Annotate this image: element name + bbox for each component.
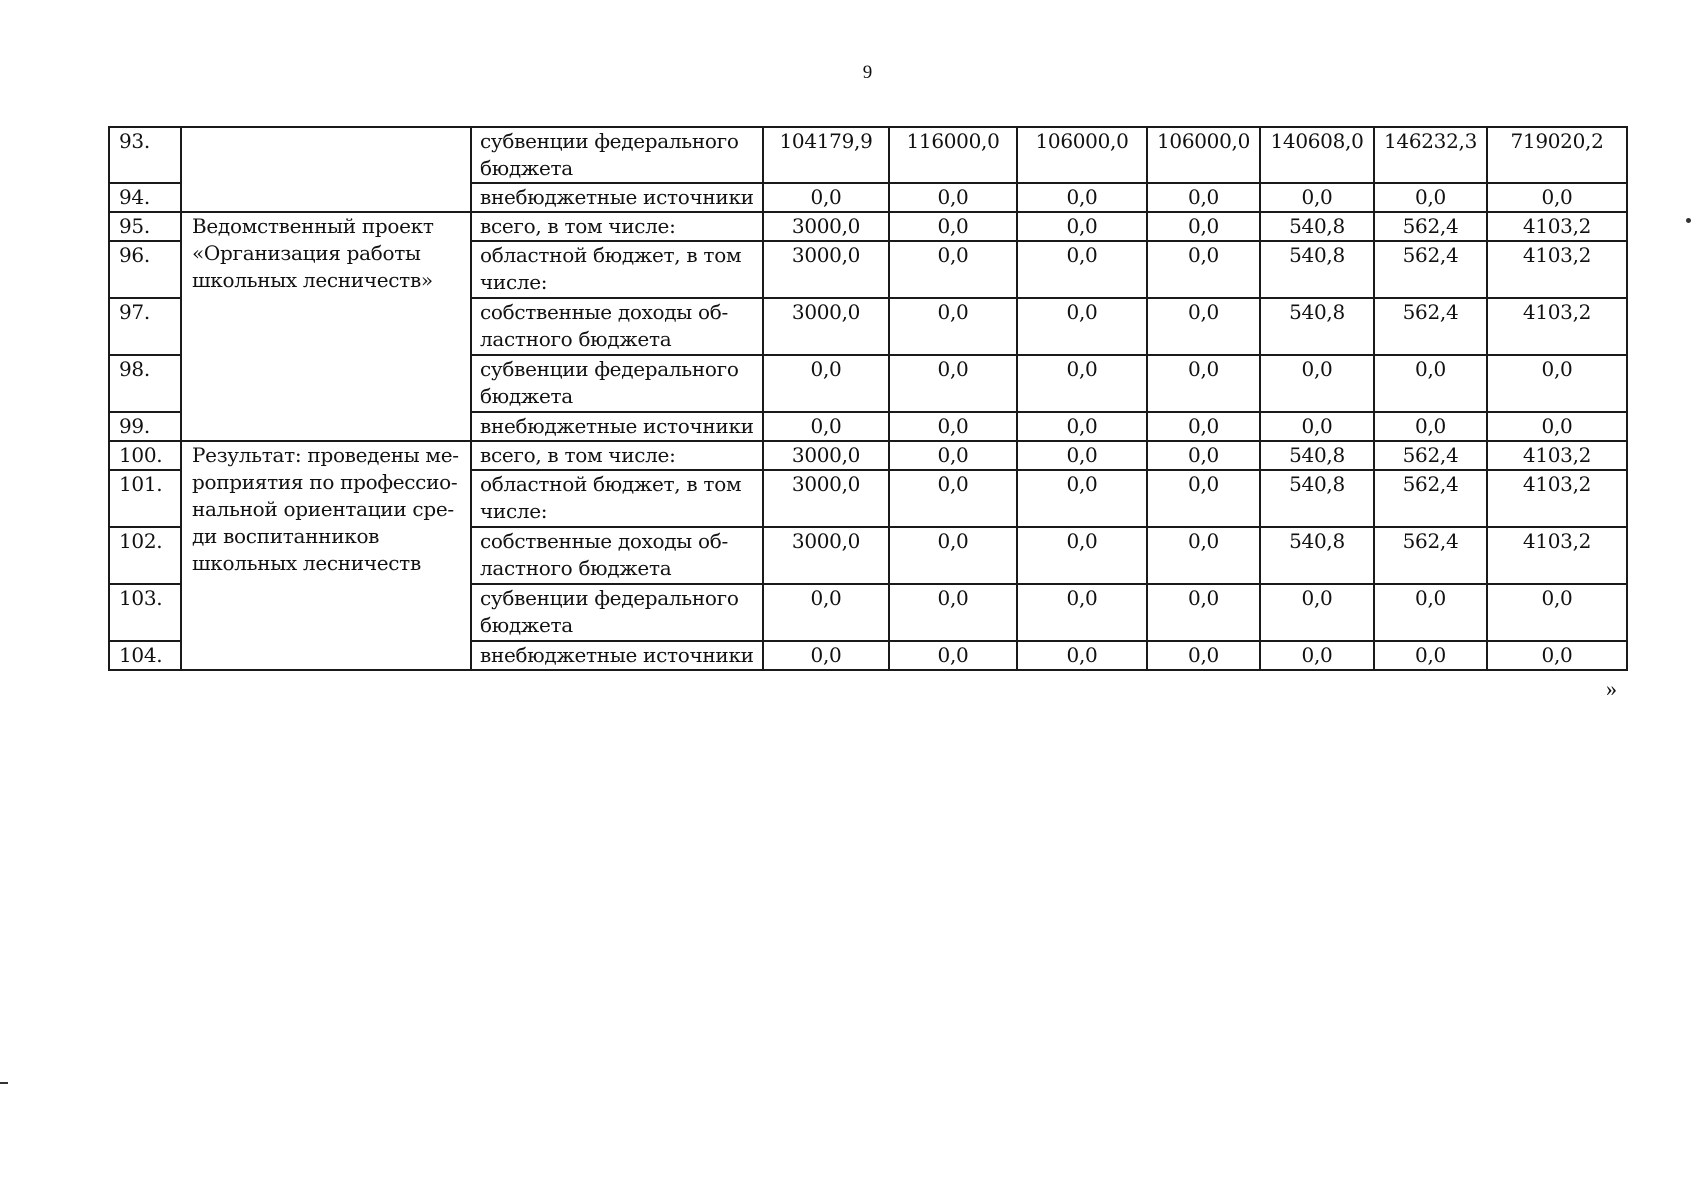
funding-source: внебюджетные источники: [471, 412, 763, 441]
amount-cell: 140608,0: [1260, 127, 1374, 183]
scan-mark: [1686, 218, 1691, 223]
funding-source: субвенции федерального бюджета: [471, 355, 763, 412]
amount-cell: 562,4: [1374, 441, 1487, 470]
funding-source: всего, в том числе:: [471, 441, 763, 470]
amount-cell: 0,0: [1260, 641, 1374, 670]
row-number: 102.: [109, 527, 181, 584]
table-row: [109, 127, 1627, 183]
amount-cell: 0,0: [889, 527, 1017, 584]
page-number: 9: [862, 62, 873, 83]
scan-mark: [0, 1082, 8, 1084]
amount-cell: 562,4: [1374, 527, 1487, 584]
amount-cell: 0,0: [1017, 355, 1147, 412]
row-number: 103.: [109, 584, 181, 641]
row-number: 98.: [109, 355, 181, 412]
project-description: Ведомственный проект «Организация работы школьных лесничеств»: [181, 212, 471, 441]
funding-source: внебюджетные источники: [471, 183, 763, 212]
amount-cell: 0,0: [1260, 584, 1374, 641]
amount-cell: 0,0: [1017, 183, 1147, 212]
amount-cell: 3000,0: [763, 298, 889, 355]
amount-cell: 0,0: [1487, 355, 1627, 412]
amount-cell: 0,0: [1017, 584, 1147, 641]
funding-source: субвенции федерального бюджета: [471, 127, 763, 183]
amount-cell: 106000,0: [1017, 127, 1147, 183]
amount-cell: 0,0: [1374, 641, 1487, 670]
amount-cell: 0,0: [1017, 441, 1147, 470]
amount-cell: 562,4: [1374, 298, 1487, 355]
amount-cell: 562,4: [1374, 241, 1487, 298]
amount-cell: 540,8: [1260, 212, 1374, 241]
amount-cell: 4103,2: [1487, 527, 1627, 584]
amount-cell: 0,0: [1487, 183, 1627, 212]
amount-cell: 0,0: [1147, 641, 1260, 670]
amount-cell: 0,0: [889, 584, 1017, 641]
funding-source: областной бюджет, в том числе:: [471, 470, 763, 527]
amount-cell: 0,0: [763, 412, 889, 441]
row-number: 95.: [109, 212, 181, 241]
amount-cell: 0,0: [889, 298, 1017, 355]
amount-cell: 0,0: [1147, 441, 1260, 470]
amount-cell: 562,4: [1374, 470, 1487, 527]
amount-cell: 106000,0: [1147, 127, 1260, 183]
amount-cell: 0,0: [763, 641, 889, 670]
amount-cell: 0,0: [889, 441, 1017, 470]
table-row: [109, 441, 1627, 470]
amount-cell: 0,0: [1017, 212, 1147, 241]
amount-cell: 0,0: [763, 355, 889, 412]
amount-cell: 0,0: [1374, 412, 1487, 441]
amount-cell: 0,0: [763, 183, 889, 212]
amount-cell: 0,0: [1147, 470, 1260, 527]
amount-cell: 0,0: [1017, 412, 1147, 441]
amount-cell: 4103,2: [1487, 441, 1627, 470]
amount-cell: 3000,0: [763, 441, 889, 470]
funding-source: областной бюджет, в том числе:: [471, 241, 763, 298]
amount-cell: 3000,0: [763, 241, 889, 298]
row-number: 100.: [109, 441, 181, 470]
amount-cell: 0,0: [1147, 412, 1260, 441]
amount-cell: 3000,0: [763, 470, 889, 527]
amount-cell: 0,0: [1017, 470, 1147, 527]
amount-cell: 0,0: [1147, 584, 1260, 641]
amount-cell: 0,0: [1147, 241, 1260, 298]
amount-cell: 0,0: [1374, 584, 1487, 641]
row-number: 93.: [109, 127, 181, 183]
row-number: 99.: [109, 412, 181, 441]
amount-cell: 540,8: [1260, 527, 1374, 584]
amount-cell: 0,0: [1260, 183, 1374, 212]
amount-cell: 0,0: [1260, 355, 1374, 412]
amount-cell: 0,0: [889, 641, 1017, 670]
row-number: 104.: [109, 641, 181, 670]
amount-cell: 3000,0: [763, 212, 889, 241]
amount-cell: 0,0: [889, 212, 1017, 241]
amount-cell: 0,0: [1374, 355, 1487, 412]
amount-cell: 104179,9: [763, 127, 889, 183]
amount-cell: 540,8: [1260, 298, 1374, 355]
amount-cell: 0,0: [1147, 355, 1260, 412]
project-description: [181, 127, 471, 212]
amount-cell: 540,8: [1260, 241, 1374, 298]
amount-cell: 0,0: [1260, 412, 1374, 441]
amount-cell: 0,0: [1017, 241, 1147, 298]
amount-cell: 0,0: [1487, 641, 1627, 670]
amount-cell: 0,0: [763, 584, 889, 641]
row-number: 96.: [109, 241, 181, 298]
amount-cell: 4103,2: [1487, 470, 1627, 527]
amount-cell: 0,0: [1017, 527, 1147, 584]
funding-source: собственные доходы об-ластного бюджета: [471, 298, 763, 355]
amount-cell: 0,0: [889, 470, 1017, 527]
row-number: 97.: [109, 298, 181, 355]
amount-cell: 719020,2: [1487, 127, 1627, 183]
amount-cell: 0,0: [1487, 584, 1627, 641]
amount-cell: 0,0: [889, 183, 1017, 212]
amount-cell: 0,0: [1374, 183, 1487, 212]
amount-cell: 562,4: [1374, 212, 1487, 241]
amount-cell: 4103,2: [1487, 241, 1627, 298]
amount-cell: 4103,2: [1487, 212, 1627, 241]
amount-cell: 0,0: [1017, 298, 1147, 355]
amount-cell: 0,0: [1147, 212, 1260, 241]
row-number: 94.: [109, 183, 181, 212]
closing-quote-mark: »: [1606, 676, 1617, 701]
funding-source: субвенции федерального бюджета: [471, 584, 763, 641]
amount-cell: 0,0: [1147, 183, 1260, 212]
funding-source: собственные доходы об-ластного бюджета: [471, 527, 763, 584]
amount-cell: 0,0: [889, 412, 1017, 441]
table-row: [109, 212, 1627, 241]
budget-table: [108, 126, 1628, 671]
amount-cell: 0,0: [1487, 412, 1627, 441]
amount-cell: 4103,2: [1487, 298, 1627, 355]
amount-cell: 0,0: [1017, 641, 1147, 670]
funding-source: всего, в том числе:: [471, 212, 763, 241]
amount-cell: 0,0: [889, 355, 1017, 412]
row-number: 101.: [109, 470, 181, 527]
amount-cell: 0,0: [1147, 298, 1260, 355]
amount-cell: 540,8: [1260, 470, 1374, 527]
amount-cell: 146232,3: [1374, 127, 1487, 183]
project-description: Результат: проведены ме-роприятия по профессио-нальной ориентации сре-ди воспитанников школьных лесничеств: [181, 441, 471, 670]
amount-cell: 0,0: [889, 241, 1017, 298]
funding-source: внебюджетные источники: [471, 641, 763, 670]
amount-cell: 116000,0: [889, 127, 1017, 183]
amount-cell: 0,0: [1147, 527, 1260, 584]
amount-cell: 3000,0: [763, 527, 889, 584]
amount-cell: 540,8: [1260, 441, 1374, 470]
